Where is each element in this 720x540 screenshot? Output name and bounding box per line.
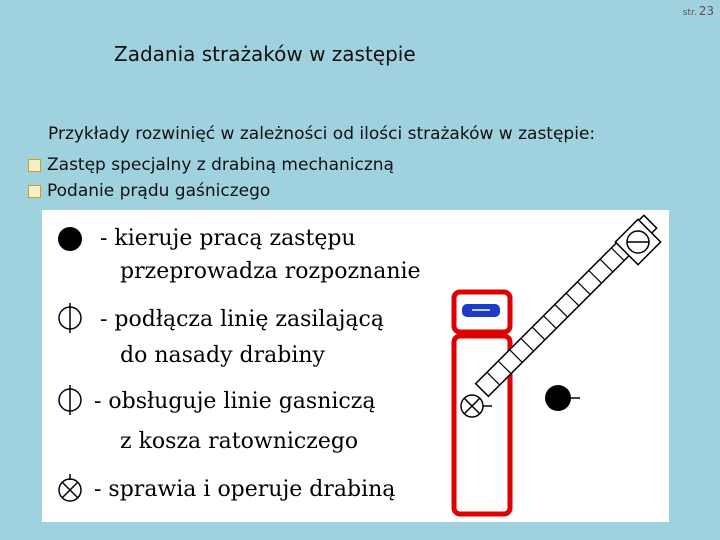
legend-text: z kosza ratowniczego xyxy=(120,429,359,454)
legend-symbol-commander xyxy=(58,227,82,251)
bullet-item xyxy=(28,178,394,204)
bullet-box-icon xyxy=(28,159,41,172)
intro-text: Przykłady rozwinięć w zależności od ilości strażaków w zastępie: xyxy=(48,124,596,144)
bullet-box-icon xyxy=(28,185,41,198)
page-number xyxy=(683,4,714,18)
legend-text: - sprawia i operuje drabiną xyxy=(94,477,396,502)
legend-symbol-ladder-operator xyxy=(59,474,81,501)
bullet-text: Zastęp specjalny z drabiną mechaniczną xyxy=(47,155,394,175)
legend-symbol-supply-line xyxy=(59,303,81,333)
ladder-operator-marker xyxy=(461,395,492,417)
legend-text: do nasady drabiny xyxy=(120,343,325,368)
legend-symbol-nozzle-line xyxy=(59,385,81,415)
bullet-text: Podanie prądu gaśniczego xyxy=(47,181,271,201)
page-number-value: 23 xyxy=(698,4,714,18)
legend-text: - obsługuje linie gasniczą xyxy=(94,389,376,414)
commander-marker xyxy=(545,385,580,411)
legend-text: przeprowadza rozpoznanie xyxy=(120,259,421,284)
bullet-item xyxy=(28,152,394,178)
filled-circle-icon xyxy=(58,227,82,251)
legend-text: - podłącza linię zasilającą xyxy=(100,307,384,332)
deployment-diagram xyxy=(42,210,669,522)
page-number-prefix: str. xyxy=(682,8,697,18)
vehicle-cab xyxy=(454,292,510,332)
slide-title: Zadania strażaków w zastępie xyxy=(114,42,416,66)
legend-text: - kieruje pracą zastępu xyxy=(100,226,356,251)
bullet-list xyxy=(28,152,394,204)
filled-circle-icon xyxy=(545,385,571,411)
